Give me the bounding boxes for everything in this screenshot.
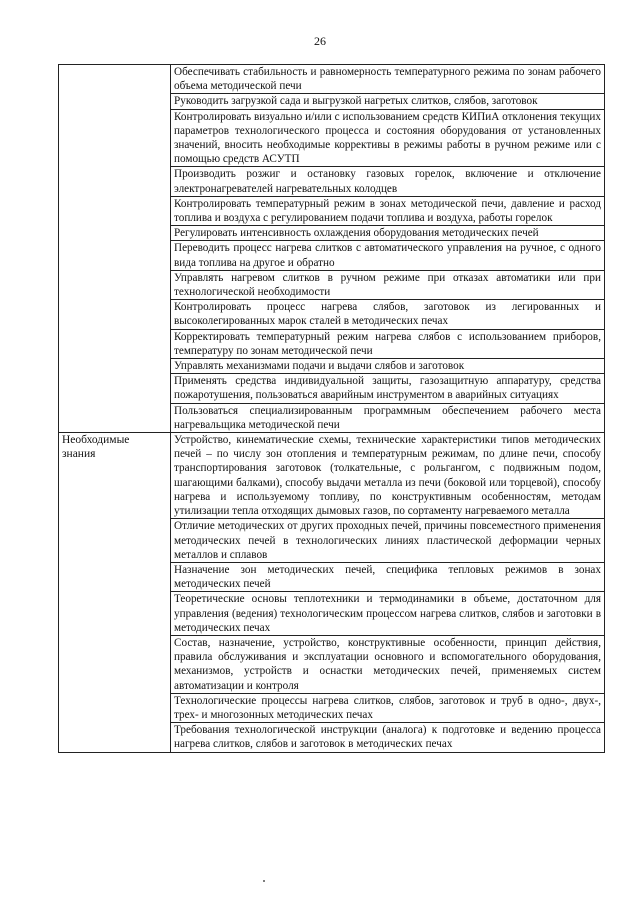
skill-item: Руководить загрузкой сада и выгрузкой нагретых слитков, слябов, заготовок (171, 94, 605, 109)
table-row (59, 433, 605, 519)
knowledge-item: Назначение зон методических печей, специфика тепловых режимов в зонах методических печей (171, 562, 605, 591)
skill-item: Управлять механизмами подачи и выдачи слябов и заготовок (171, 359, 605, 374)
knowledge-item: Теоретические основы теплотехники и термодинамики в объеме, достаточном для управления (ведения) технологическим процессом нагрева слитков, слябов и заготовки в методических печах (171, 592, 605, 636)
skill-item: Пользоваться специализированным программным обеспечением рабочего места нагревальщика методической печи (171, 403, 605, 432)
section-label-knowledge: Необходимые знания (62, 434, 130, 461)
skill-item: Корректировать температурный режим нагрева слябов с использованием приборов, температуру по зонам методической печи (171, 329, 605, 358)
skill-item: Контролировать температурный режим в зонах методической печи, давление и расход топлива и воздуха с регулированием подачи топлива и воздуха, работы горелок (171, 196, 605, 225)
knowledge-item: Отличие методических от других проходных печей, причины повсеместного применения методических печей в технологических линиях пластической деформации черных металлов и сплавов (171, 519, 605, 563)
skill-item: Переводить процесс нагрева слитков с автоматического управления на ручное, с одного вида топлива на другое и обратно (171, 241, 605, 270)
page-number: 26 (314, 34, 326, 48)
scan-speck (263, 880, 265, 882)
skill-item: Контролировать визуально и/или с использованием средств КИПиА отклонения текущих параметров технологического процесса и состояния оборудования от установленных значений, вносить необходимые коррективы в режимы работы в ручном режиме или с помощью средств АСУТП (171, 109, 605, 167)
section-label-cell (59, 65, 171, 433)
section-label-cell (59, 433, 171, 752)
knowledge-item: Требования технологической инструкции (аналога) к подготовке и ведению процесса нагрева слитков, слябов и заготовок в методических печах (171, 723, 605, 752)
knowledge-item: Технологические процессы нагрева слитков, слябов, заготовок и труб в одно-, двух-, трех- и многозонных методических печах (171, 693, 605, 722)
skill-item: Контролировать процесс нагрева слябов, заготовок из легированных и высоколегированных марок сталей в методических печах (171, 300, 605, 329)
skill-item: Управлять нагревом слитков в ручном режиме при отказах автоматики или при технологической необходимости (171, 270, 605, 299)
table-row (59, 65, 605, 94)
skill-item: Регулировать интенсивность охлаждения оборудования методических печей (171, 226, 605, 241)
knowledge-item: Состав, назначение, устройство, конструктивные особенности, принцип действия, правила обслуживания и эксплуатации основного и вспомогательного оборудования, механизмов, устройств и оснастки методических печей, применяемых систем автоматизации и контроля (171, 635, 605, 693)
knowledge-item: Устройство, кинематические схемы, технические характеристики типов методических печей – по числу зон отопления и температурным режимам, по длине печи, способу транспортирования заготовок (толкательные, с рольгангом, с подвижным подом, шагающими балками), способу выдачи металла из печи (боковой или торцевой), способу нагрева и используемому топливу, по конструктивным особенностям, методам утилизации тепла отходящих дымовых газов, по сортаменту нагреваемого металла (171, 433, 605, 519)
competency-table (58, 64, 605, 753)
skill-item: Обеспечивать стабильность и равномерность температурного режима по зонам рабочего объема методической печи (171, 65, 605, 94)
skill-item: Применять средства индивидуальной защиты, газозащитную аппаратуру, средства пожаротушения, пользоваться аварийным инструментом в аварийных ситуациях (171, 374, 605, 403)
skill-item: Производить розжиг и остановку газовых горелок, включение и отключение электронагревателей нагревательных колодцев (171, 167, 605, 196)
